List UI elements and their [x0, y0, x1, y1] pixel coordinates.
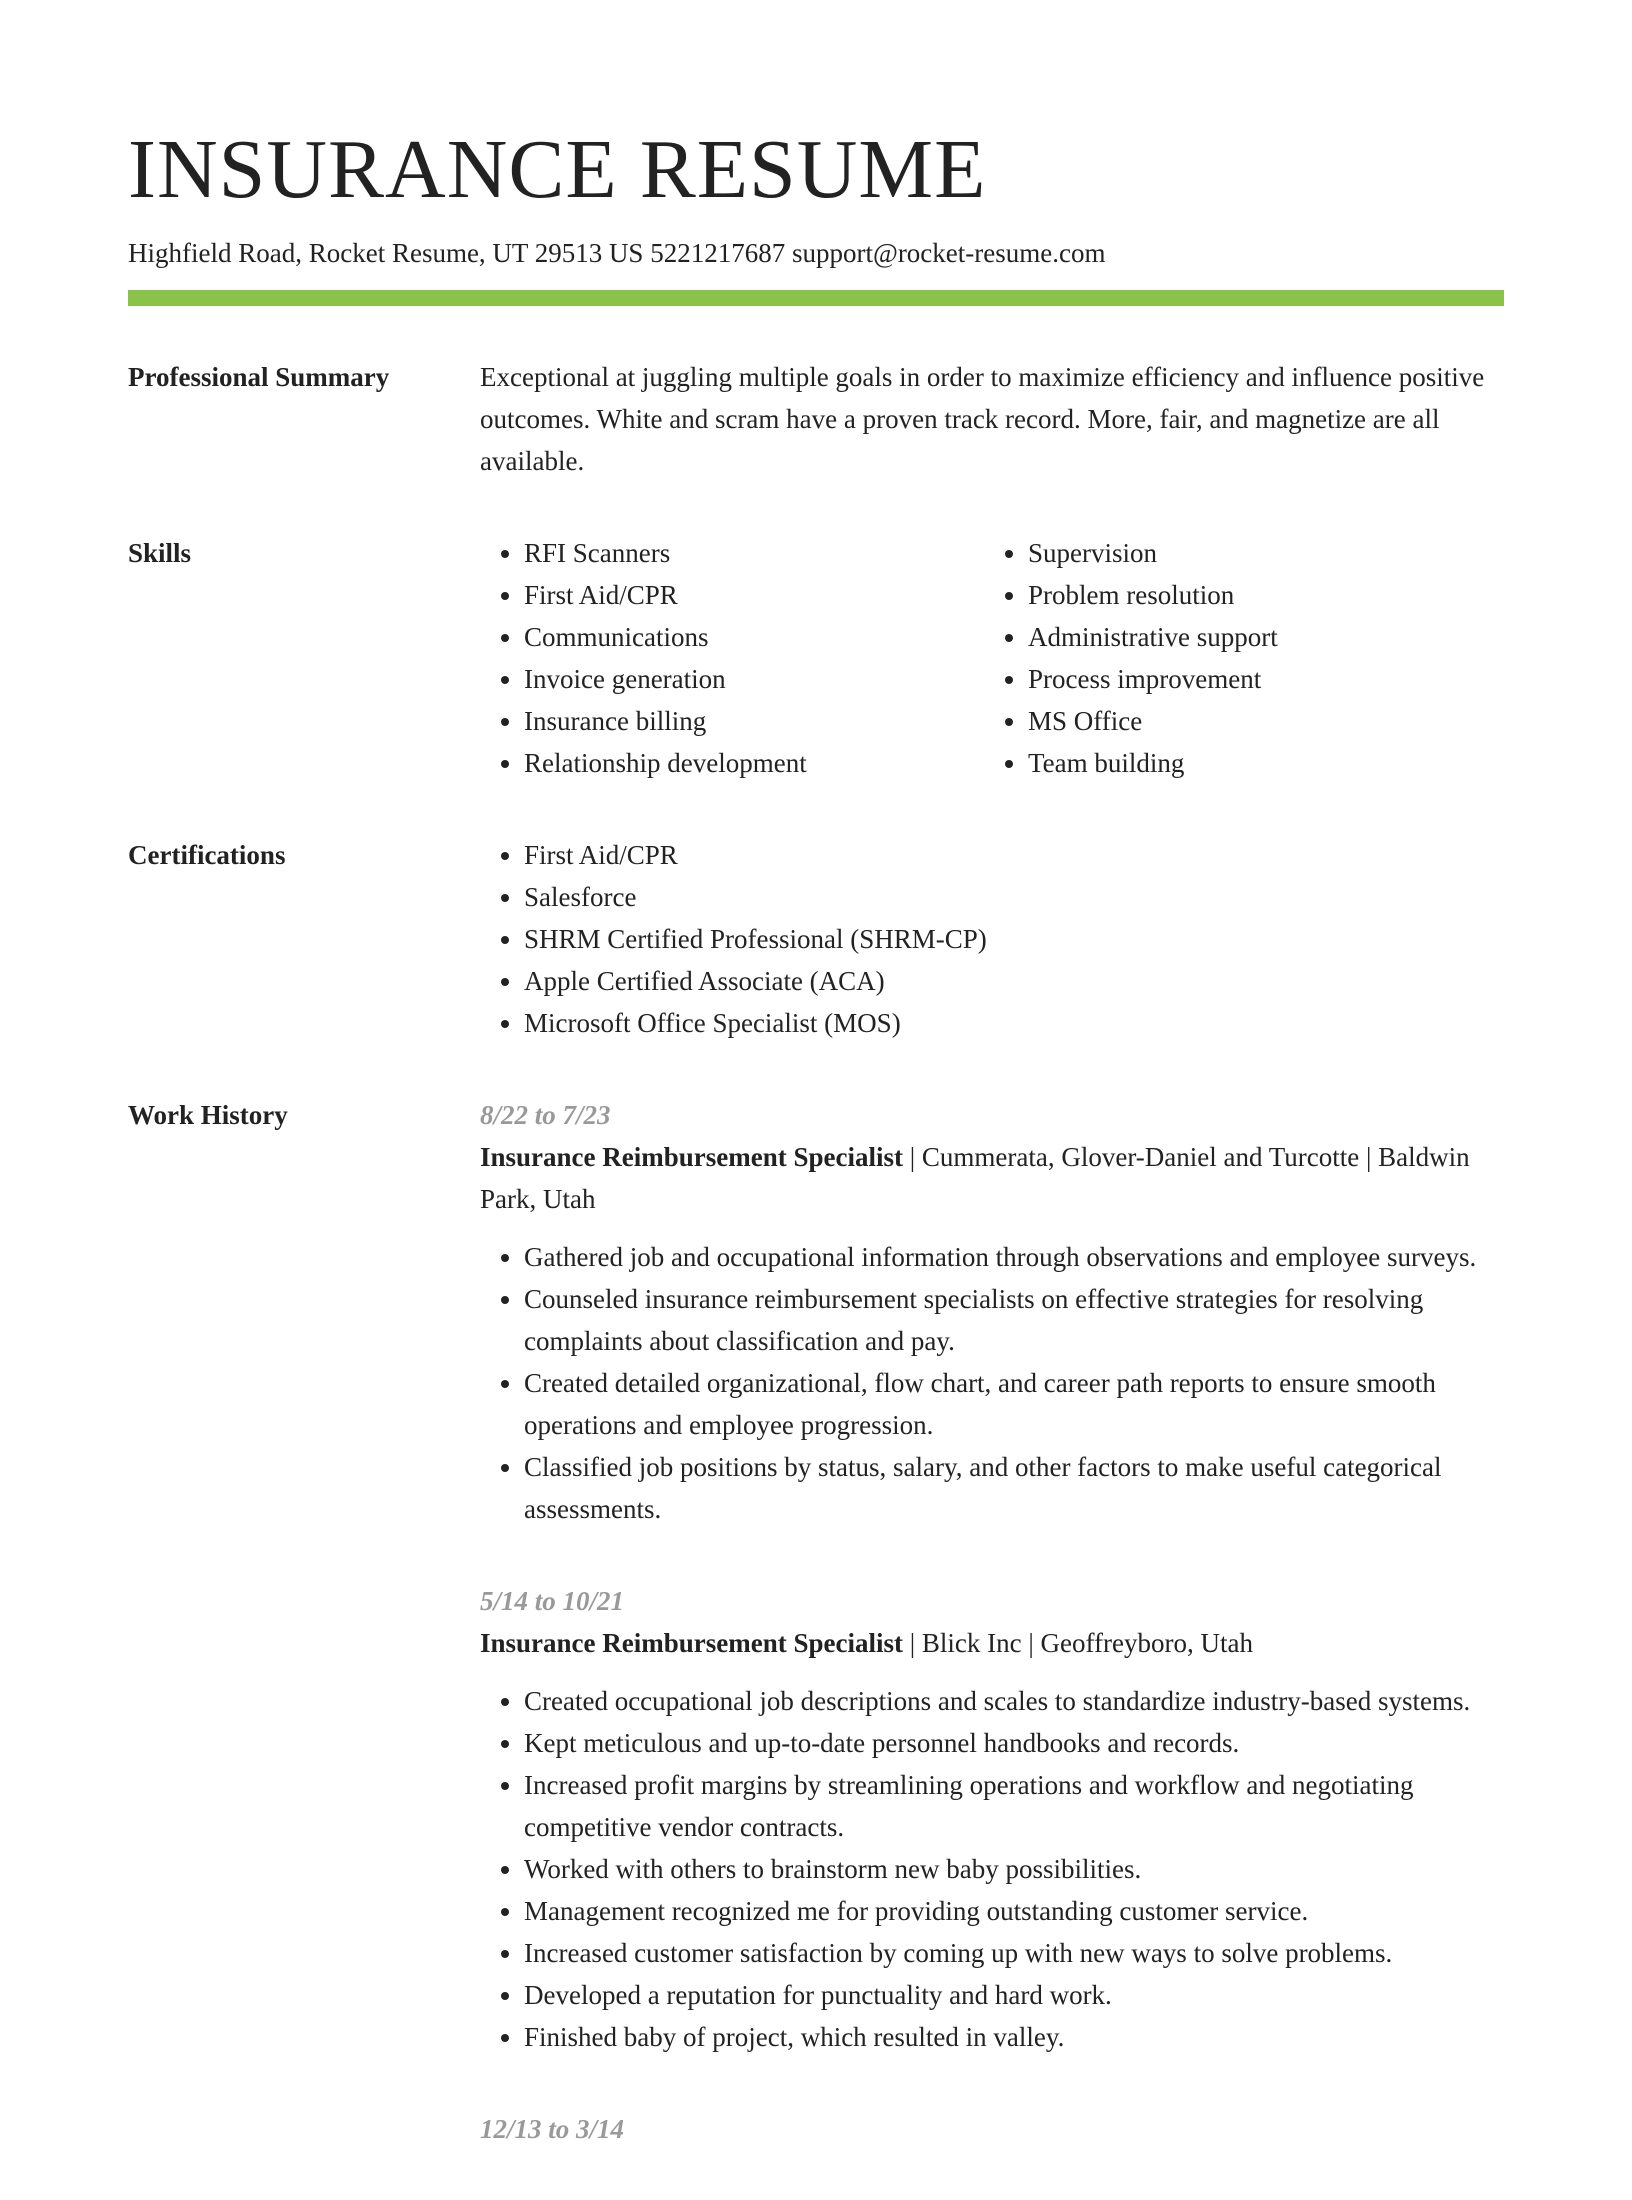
skills-list-right	[984, 532, 1488, 784]
resume-page	[128, 0, 1504, 2200]
resume-title: INSURANCE RESUME	[128, 123, 987, 216]
skill-item: • Insurance billing	[524, 700, 984, 742]
skills-label: Skills	[128, 538, 192, 568]
skill-item: • Supervision	[1028, 532, 1488, 574]
certification-item: • First Aid/CPR	[524, 834, 1504, 876]
certifications-label: Certifications	[128, 840, 286, 870]
skill-item: • RFI Scanners	[524, 532, 984, 574]
certification-item: • Salesforce	[524, 876, 1504, 918]
skill-item: • Communications	[524, 616, 984, 658]
skill-item: • Invoice generation	[524, 658, 984, 700]
skill-item: • First Aid/CPR	[524, 574, 984, 616]
skill-item: • MS Office	[1028, 700, 1488, 742]
job-entry	[480, 1094, 1504, 1530]
job-bullets	[480, 1680, 1504, 2058]
job-bullet: • Created detailed organizational, flow chart, and career path reports to ensure smooth operations and employee progression.	[524, 1362, 1504, 1446]
certification-item: • SHRM Certified Professional (SHRM-CP)	[524, 918, 1504, 960]
job-entry	[480, 2108, 1504, 2150]
skills-section	[128, 532, 1504, 784]
job-bullet: • Finished baby of project, which resulted in valley.	[524, 2016, 1504, 2058]
job-bullet: • Increased profit margins by streamlining operations and workflow and negotiating competitive vendor contracts.	[524, 1764, 1504, 1848]
job-bullet: • Worked with others to brainstorm new baby possibilities.	[524, 1848, 1504, 1890]
summary-text: Exceptional at juggling multiple goals in order to maximize efficiency and influence positive outcomes. White and scram have a proven track record. More, fair, and magnetize are all available.	[480, 362, 1485, 476]
summary-label: Professional Summary	[128, 362, 390, 392]
job-title: Insurance Reimbursement Specialist	[480, 1142, 903, 1172]
job-bullet: • Gathered job and occupational information through observations and employee surveys.	[524, 1236, 1504, 1278]
skill-item: • Problem resolution	[1028, 574, 1488, 616]
skill-item: • Administrative support	[1028, 616, 1488, 658]
job-bullet: • Management recognized me for providing outstanding customer service.	[524, 1890, 1504, 1932]
job-date: 5/14 to 10/21	[480, 1586, 625, 1616]
certifications-section	[128, 834, 1504, 1044]
skill-item: • Team building	[1028, 742, 1488, 784]
job-bullet: • Increased customer satisfaction by coming up with new ways to solve problems.	[524, 1932, 1504, 1974]
job-title: Insurance Reimbursement Specialist	[480, 1628, 903, 1658]
job-bullets	[480, 1236, 1504, 1530]
job-date: 12/13 to 3/14	[480, 2114, 625, 2144]
work-history-label: Work History	[128, 1100, 288, 1130]
contact-line: Highfield Road, Rocket Resume, UT 29513 US 5221217687 support@rocket-resume.com	[128, 238, 1106, 268]
job-bullet: • Developed a reputation for punctuality and hard work.	[524, 1974, 1504, 2016]
skills-list-left	[480, 532, 984, 784]
job-details: | Cummerata, Glover-Daniel and Turcotte | Baldwin Park, Utah	[480, 1142, 1470, 1214]
summary-section	[128, 356, 1504, 482]
certification-item: • Apple Certified Associate (ACA)	[524, 960, 1504, 1002]
job-bullet: • Classified job positions by status, salary, and other factors to make useful categorical assessments.	[524, 1446, 1504, 1530]
certification-item: • Microsoft Office Specialist (MOS)	[524, 1002, 1504, 1044]
job-entry	[480, 1580, 1504, 2058]
job-bullet: • Counseled insurance reimbursement specialists on effective strategies for resolving complaints about classification and pay.	[524, 1278, 1504, 1362]
skill-item: • Relationship development	[524, 742, 984, 784]
skill-item: • Process improvement	[1028, 658, 1488, 700]
work-history-section	[128, 1094, 1504, 2200]
job-bullet: • Kept meticulous and up-to-date personnel handbooks and records.	[524, 1722, 1504, 1764]
job-details: | Blick Inc | Geoffreyboro, Utah	[902, 1628, 1253, 1658]
job-heading	[480, 1136, 1504, 1220]
certifications-list	[480, 834, 1504, 1044]
accent-divider	[128, 290, 1504, 306]
job-date: 8/22 to 7/23	[480, 1100, 611, 1130]
job-heading	[480, 1622, 1504, 1664]
job-bullet: • Created occupational job descriptions and scales to standardize industry-based systems.	[524, 1680, 1504, 1722]
